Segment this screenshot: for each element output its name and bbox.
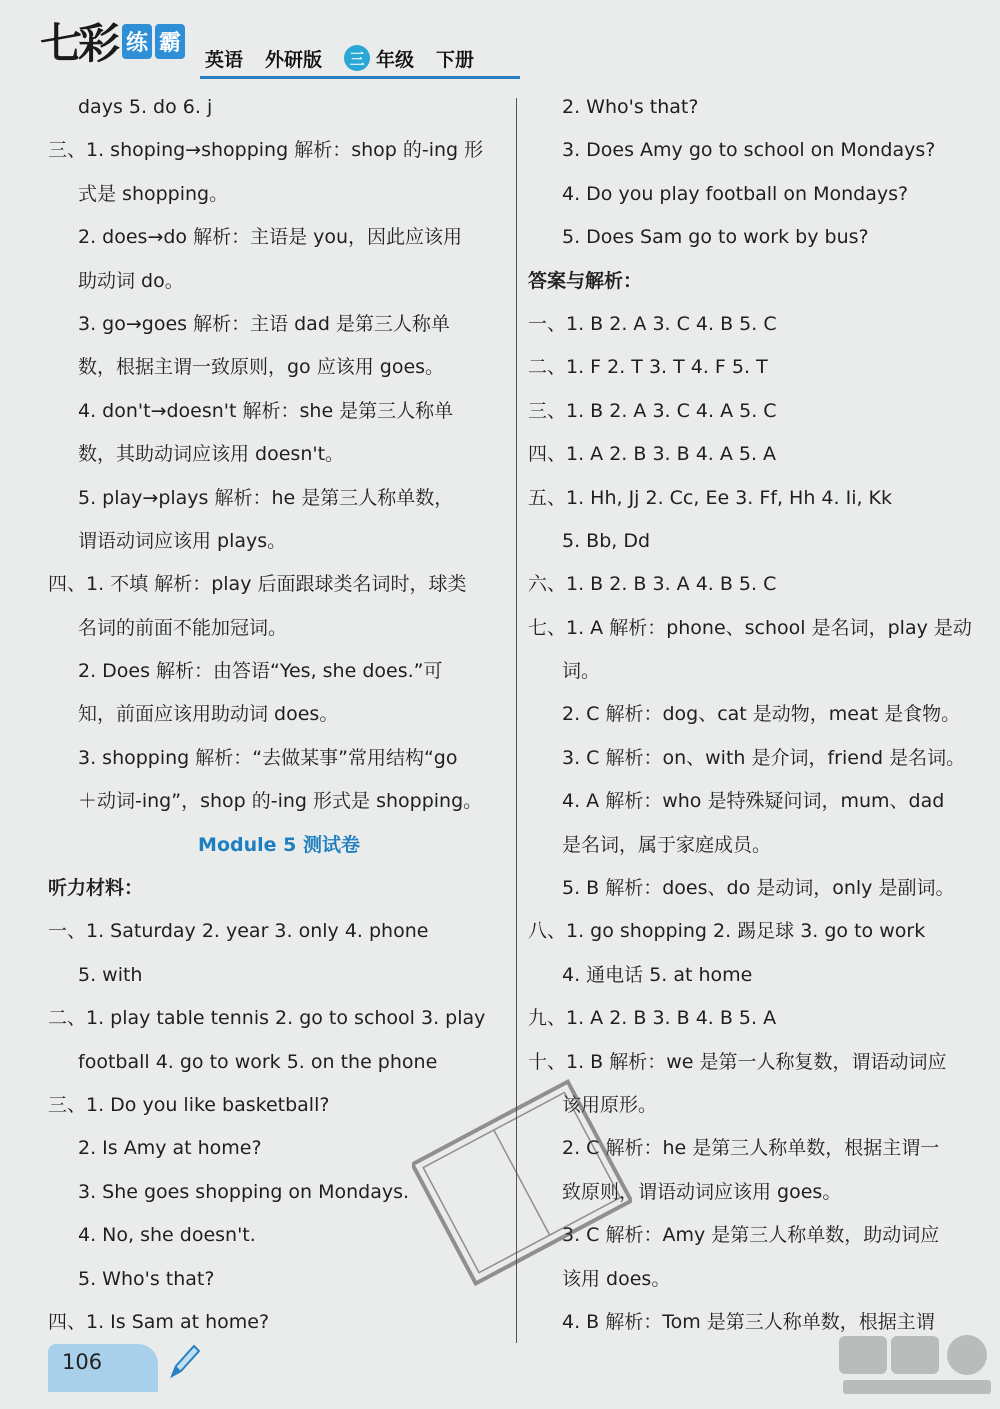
grade-label: 三 年级 xyxy=(344,45,414,72)
text-line: 一、1. Saturday 2. year 3. only 4. phone xyxy=(48,920,429,943)
text-line: 助动词 do。 xyxy=(78,269,184,292)
brand-logo xyxy=(40,10,188,72)
text-line: ＋动词-ing”，shop 的-ing 形式是 shopping。 xyxy=(78,790,483,813)
text-line: 3. go→goes 解析：主语 dad 是第三人称单 xyxy=(78,312,450,335)
page-number: 106 xyxy=(62,1350,103,1374)
text-line: 十、1. B 解析：we 是第一人称复数，谓语动词应 xyxy=(528,1050,947,1073)
text-line: 5. with xyxy=(78,963,143,986)
brand-name: 七彩 xyxy=(40,19,117,68)
text-line: 5. play→plays 解析：he 是第三人称单数， xyxy=(78,486,454,509)
stamp-seal xyxy=(412,1075,632,1290)
pencil-icon xyxy=(166,1342,202,1382)
header-underline xyxy=(200,76,520,79)
text-line: 2. C 解析：he 是第三人称单数，根据主谓一 xyxy=(562,1137,940,1160)
text-line: 六、1. B 2. B 3. A 4. B 5. C xyxy=(528,573,777,596)
text-line: 5. B 解析：does、do 是动词，only 是副词。 xyxy=(562,877,955,900)
subject-bar xyxy=(205,40,474,76)
text-line: 四、1. A 2. B 3. B 4. A 5. A xyxy=(528,443,777,466)
brand-sub: 练 霸 xyxy=(122,24,188,59)
text-line: 3. Does Amy go to school on Mondays? xyxy=(562,139,936,162)
text-line: days 5. do 6. j xyxy=(78,96,213,118)
text-line: 三、1. shoping→shopping 解析：shop 的-ing 形 xyxy=(48,139,484,162)
text-line: 4. Do you play football on Mondays? xyxy=(562,182,909,205)
text-line: 词。 xyxy=(562,660,601,683)
text-line: 听力材料： xyxy=(48,877,144,900)
text-line: 八、1. go shopping 2. 踢足球 3. go to work xyxy=(528,920,926,943)
edition-label: 外研版 xyxy=(265,48,323,71)
text-line: 2. Who's that? xyxy=(562,96,699,118)
text-line: 一、1. B 2. A 3. C 4. B 5. C xyxy=(528,312,777,335)
text-line: 5. Does Sam go to work by bus? xyxy=(562,226,869,249)
text-line: 答案与解析： xyxy=(528,269,643,292)
text-line: 3. C 解析：on、with 是介词，friend 是名词。 xyxy=(562,746,966,769)
subject-label: 英语 xyxy=(205,48,244,71)
text-line: 4. 通电话 5. at home xyxy=(562,963,753,986)
text-line: 三、1. Do you like basketball? xyxy=(48,1093,330,1116)
text-line: 数，根据主谓一致原则，go 应该用 goes。 xyxy=(78,356,445,379)
text-line: 2. Does 解析：由答语“Yes, she does.”可 xyxy=(78,660,443,683)
text-line: 该用原形。 xyxy=(562,1093,658,1116)
section-title: Module 5 测试卷 xyxy=(198,833,360,856)
text-line: 是名词，属于家庭成员。 xyxy=(562,833,772,856)
text-line: 3. C 解析：Amy 是第三人称单数，助动词应 xyxy=(562,1224,940,1247)
text-line: 3. She goes shopping on Mondays. xyxy=(78,1180,410,1203)
text-line: 4. B 解析：Tom 是第三人称单数，根据主谓 xyxy=(562,1310,935,1333)
text-line: 九、1. A 2. B 3. B 4. B 5. A xyxy=(528,1007,777,1030)
text-line: 致原则，谓语动词应该用 goes。 xyxy=(562,1180,842,1203)
text-line: 数，其助动词应该用 doesn't。 xyxy=(78,443,345,466)
text-line: 5. Who's that? xyxy=(78,1267,215,1290)
page-header xyxy=(0,0,1000,80)
text-line: 2. C 解析：dog、cat 是动物，meat 是食物。 xyxy=(562,703,961,726)
text-line: 二、1. play table tennis 2. go to school 3. play xyxy=(48,1007,486,1030)
text-line: 七、1. A 解析：phone、school 是名词，play 是动 xyxy=(528,616,972,639)
text-line: 4. don't→doesn't 解析：she 是第三人称单 xyxy=(78,399,454,422)
text-line: 四、1. Is Sam at home? xyxy=(48,1310,270,1333)
text-line: 五、1. Hh, Jj 2. Cc, Ee 3. Ff, Hh 4. Ii, Kk xyxy=(528,486,893,509)
grade-badge: 三 xyxy=(344,45,370,71)
text-line: 二、1. F 2. T 3. T 4. F 5. T xyxy=(528,356,768,379)
text-line: 四、1. 不填 解析：play 后面跟球类名词时，球类 xyxy=(48,573,467,596)
text-line: 名词的前面不能加冠词。 xyxy=(78,616,288,639)
watermark-logo xyxy=(835,1330,995,1400)
text-line: 3. shopping 解析：“去做某事”常用结构“go xyxy=(78,746,458,769)
text-line: 式是 shopping。 xyxy=(78,182,229,205)
text-line: 4. No, she doesn't. xyxy=(78,1224,256,1247)
text-line: 2. does→do 解析：主语是 you，因此应该用 xyxy=(78,226,463,249)
page-number-area xyxy=(48,1338,173,1398)
term-label: 下册 xyxy=(436,48,475,71)
text-line: football 4. go to work 5. on the phone xyxy=(78,1050,438,1073)
text-line: 5. Bb, Dd xyxy=(562,529,651,552)
text-line: 2. Is Amy at home? xyxy=(78,1137,262,1160)
text-line: 谓语动词应该用 plays。 xyxy=(78,529,287,552)
text-line: 4. A 解析：who 是特殊疑问词，mum、dad xyxy=(562,790,945,813)
text-line: 三、1. B 2. A 3. C 4. A 5. C xyxy=(528,399,777,422)
text-line: 知，前面应该用助动词 does。 xyxy=(78,703,339,726)
text-line: 该用 does。 xyxy=(562,1267,671,1290)
